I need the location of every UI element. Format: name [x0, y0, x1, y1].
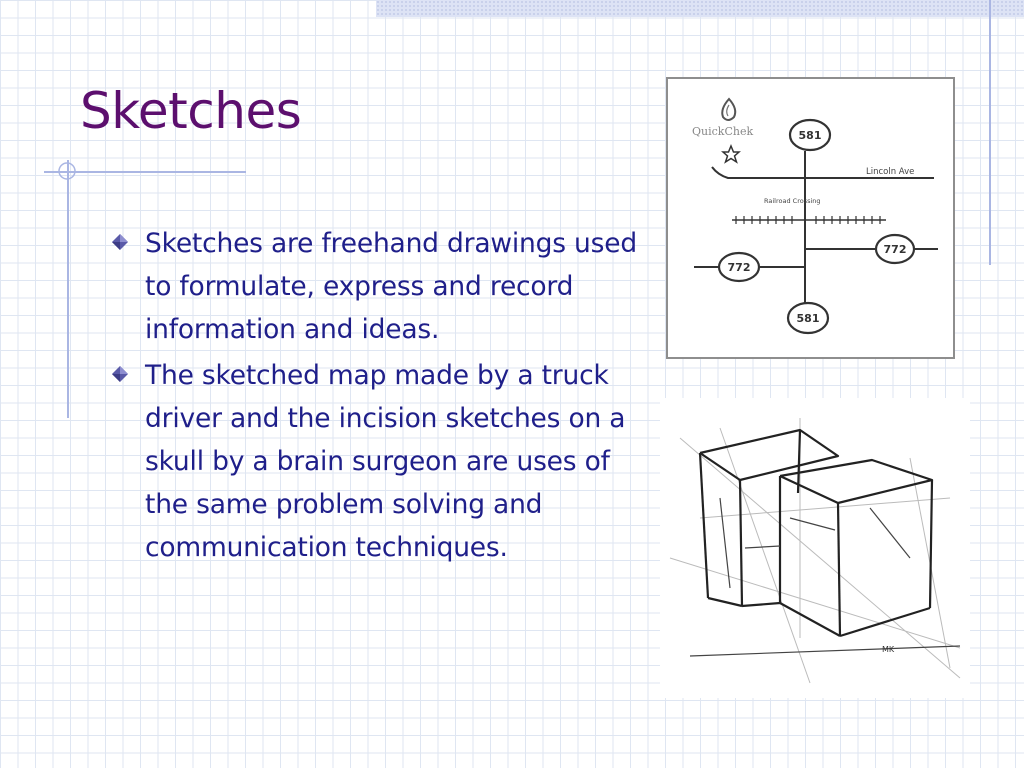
route-label-west: 772 — [727, 261, 751, 274]
header-band — [376, 0, 1024, 17]
right-accent-rule — [989, 0, 991, 265]
route-shield-east — [876, 235, 914, 263]
route-shield-south — [788, 303, 828, 333]
route-label-south: 581 — [796, 312, 820, 325]
diamond-bullet-icon — [111, 233, 129, 251]
logo-text: QuickChek — [692, 125, 754, 138]
star-icon — [723, 146, 739, 162]
route-shield-north — [790, 120, 830, 150]
crosshair-ornament-icon — [56, 160, 78, 182]
diamond-bullet-icon — [111, 365, 129, 383]
route-shield-west — [719, 253, 759, 281]
bullet-text: Sketches are freehand drawings used to formulate, express and record information and ideas. — [145, 228, 637, 345]
bullet-text: The sketched map made by a truck driver and the incision sketches on a skull by a brain surgeon are uses of the same problem solving and communication techniques. — [145, 360, 626, 563]
sketched-map-figure — [666, 77, 955, 359]
left-accent-rule — [67, 160, 69, 418]
route-label-north: 581 — [798, 129, 822, 142]
slide-title: Sketches — [80, 82, 302, 140]
cube-sketch-figure — [660, 398, 970, 698]
street-label: Lincoln Ave — [866, 167, 915, 177]
bullet-item — [108, 222, 638, 351]
railroad-label: Railroad Crossing — [764, 197, 821, 205]
sketch-signature: MK — [882, 645, 895, 654]
bullet-list — [108, 222, 638, 572]
route-label-east: 772 — [883, 243, 907, 256]
bullet-item — [108, 354, 638, 569]
quickchek-logo — [692, 99, 753, 138]
